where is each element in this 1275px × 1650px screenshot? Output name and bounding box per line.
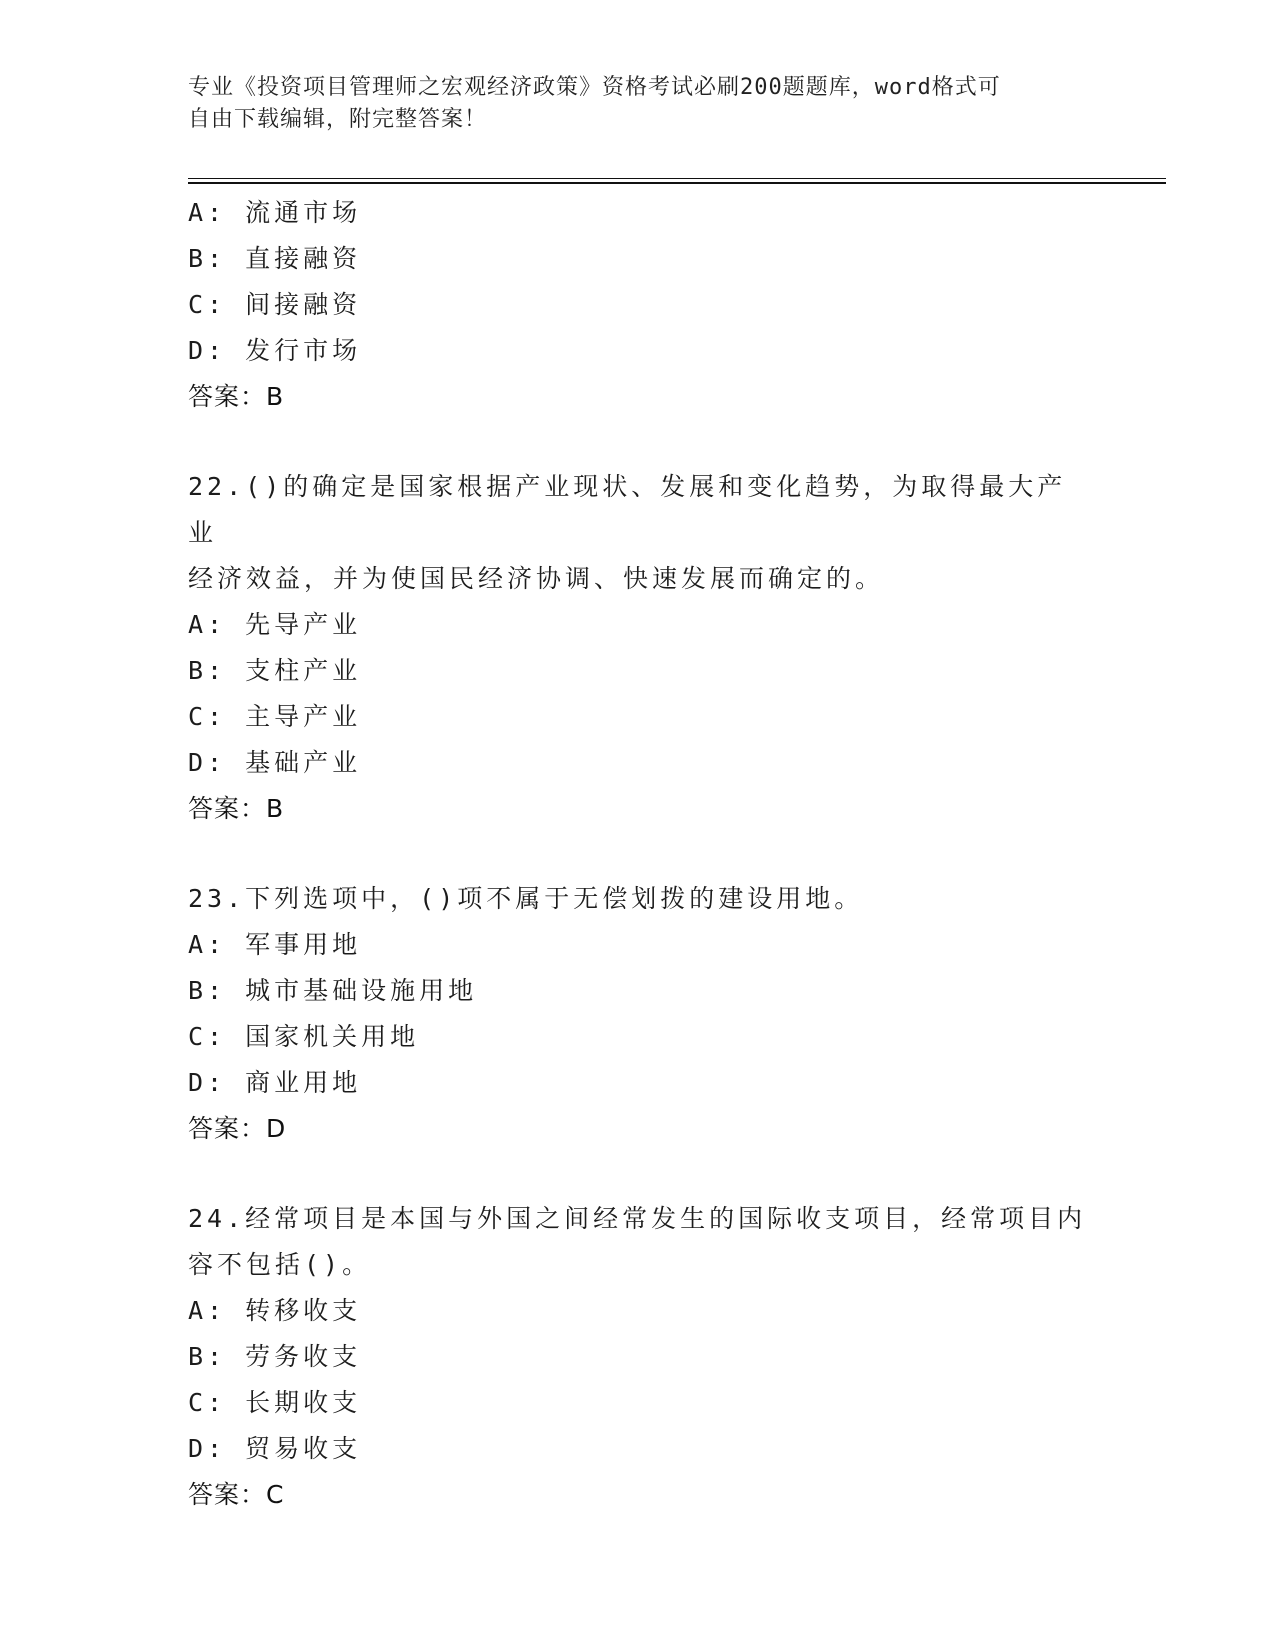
answer-line: 答案：C <box>188 1480 285 1509</box>
option-b: B: 劳务收支 <box>188 1342 362 1371</box>
option-a: A: 转移收支 <box>188 1296 362 1325</box>
question-block-24 <box>188 1196 1088 1518</box>
option-c: C: 主导产业 <box>188 702 362 731</box>
option-c: C: 长期收支 <box>188 1388 362 1417</box>
header-line-2: 自由下载编辑，附完整答案！ <box>188 107 488 132</box>
question-stem-line-1: 22.()的确定是国家根据产业现状、发展和变化趋势，为取得最大产业 <box>188 472 1067 547</box>
question-stem-line-2: 容不包括()。 <box>188 1250 372 1279</box>
question-block-23 <box>188 876 1088 1152</box>
option-a: A: 军事用地 <box>188 930 362 959</box>
question-stem-line-2: 经济效益，并为使国民经济协调、快速发展而确定的。 <box>188 564 885 593</box>
option-b: B: 支柱产业 <box>188 656 362 685</box>
question-block-22 <box>188 464 1088 832</box>
option-d: D: 发行市场 <box>188 336 362 365</box>
option-b: B: 直接融资 <box>188 244 362 273</box>
option-b: B: 城市基础设施用地 <box>188 976 478 1005</box>
answer-line: 答案：B <box>188 382 285 411</box>
option-c: C: 间接融资 <box>188 290 362 319</box>
option-a: A: 先导产业 <box>188 610 362 639</box>
question-stem-line-1: 24.经常项目是本国与外国之间经常发生的国际收支项目，经常项目内 <box>188 1204 1087 1233</box>
option-d: D: 商业用地 <box>188 1068 362 1097</box>
header-line-1: 专业《投资项目管理师之宏观经济政策》资格考试必刷200题题库，word格式可 <box>188 75 1001 100</box>
question-block-continued <box>188 190 1088 420</box>
option-a: A: 流通市场 <box>188 198 362 227</box>
answer-line: 答案：B <box>188 794 285 823</box>
question-stem-line-1: 23.下列选项中，()项不属于无偿划拨的建设用地。 <box>188 884 864 913</box>
document-body <box>188 190 1088 1518</box>
header-divider-thin <box>188 178 1166 179</box>
document-header <box>188 72 1088 136</box>
option-d: D: 贸易收支 <box>188 1434 362 1463</box>
option-c: C: 国家机关用地 <box>188 1022 420 1051</box>
answer-line: 答案：D <box>188 1114 287 1143</box>
header-divider-thick <box>188 182 1166 184</box>
option-d: D: 基础产业 <box>188 748 362 777</box>
